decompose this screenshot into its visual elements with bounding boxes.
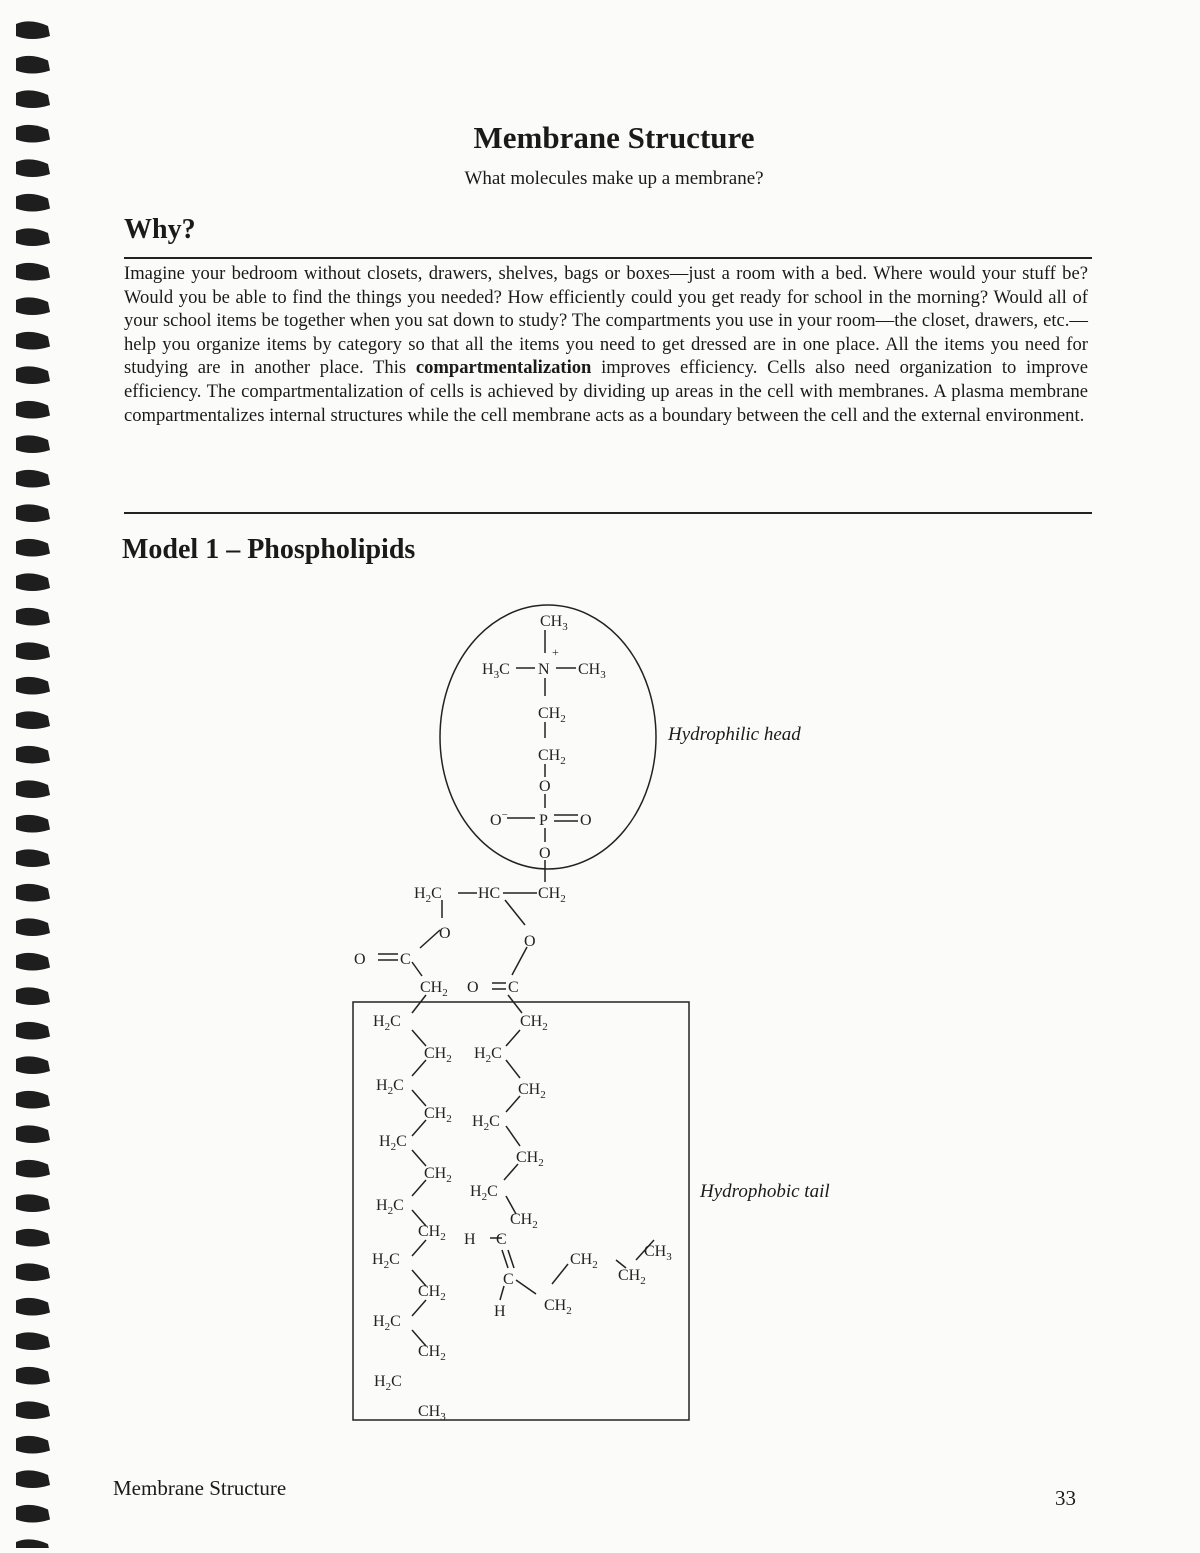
binding-coil bbox=[16, 1332, 50, 1350]
binding-coil bbox=[16, 194, 50, 212]
binding-coil bbox=[16, 573, 50, 591]
binding-coil bbox=[16, 1160, 50, 1178]
svg-text:H: H bbox=[464, 1231, 476, 1248]
svg-text:CH2: $CH_2$ bbox=[570, 1251, 598, 1271]
binding-coil bbox=[16, 56, 50, 74]
hydrophilic-head-ellipse bbox=[440, 605, 656, 869]
svg-text:CH2: $CH_2$ bbox=[538, 747, 566, 767]
svg-text:CH2: $CH_2$ bbox=[510, 1211, 538, 1231]
svg-text:HC: HC bbox=[478, 885, 501, 902]
svg-text:CH2: $CH_2$ bbox=[418, 1223, 446, 1243]
svg-text:H2C: $H_2C$ bbox=[376, 1077, 404, 1097]
svg-text:H2C: $H_2C$ bbox=[472, 1113, 500, 1133]
binding-coil bbox=[16, 228, 50, 246]
binding-coil bbox=[16, 1229, 50, 1247]
svg-text:H2C: $H_2C$ bbox=[374, 1373, 402, 1393]
binding-coil bbox=[16, 90, 50, 108]
svg-text:H2C: $H_2C$ bbox=[470, 1183, 498, 1203]
svg-text:CH2: $CH_2$ bbox=[420, 979, 448, 999]
binding-coil bbox=[16, 1298, 50, 1316]
svg-text:H2C: $H_2C$ bbox=[373, 1313, 401, 1333]
binding-coil bbox=[16, 642, 50, 660]
svg-text:O: O bbox=[580, 812, 592, 829]
svg-text:CH3: $CH_3$ bbox=[644, 1243, 672, 1263]
svg-text:O: O bbox=[439, 925, 451, 942]
svg-text:O: O bbox=[467, 979, 479, 996]
svg-text:C: C bbox=[496, 1231, 507, 1248]
svg-text:O: O bbox=[539, 778, 551, 795]
svg-text:CH3: $CH_3$ bbox=[418, 1403, 446, 1423]
binding-coil bbox=[16, 1056, 50, 1074]
svg-text:H2C: $H_2C$ bbox=[414, 885, 442, 905]
page-subtitle: What molecules make up a membrane? bbox=[464, 168, 764, 189]
binding-coil bbox=[16, 435, 50, 453]
hydrophilic-head-label: Hydrophilic head bbox=[668, 724, 801, 745]
binding-coil bbox=[16, 746, 50, 764]
svg-text:CH2: $CH_2$ bbox=[544, 1297, 572, 1317]
svg-text:CH2: $CH_2$ bbox=[538, 885, 566, 905]
binding-coil bbox=[16, 780, 50, 798]
divider-bottom bbox=[124, 512, 1092, 514]
binding-coil bbox=[16, 1401, 50, 1419]
binding-coil bbox=[16, 1470, 50, 1488]
svg-text:CH2: $CH_2$ bbox=[424, 1165, 452, 1185]
svg-text:H2C: $H_2C$ bbox=[379, 1133, 407, 1153]
why-text-end: improves efficiency. Cells also need organization to improve efficiency. The compartmentalization of cells is achieved by dividing up areas in the cell with membranes. A plasma membrane compartmentalizes internal structures while the cell membrane acts as a boundary between the cell and the external environment. bbox=[124, 357, 1089, 426]
svg-text:O: O bbox=[524, 933, 536, 950]
binding-coil bbox=[16, 1194, 50, 1212]
binding-coil bbox=[16, 504, 50, 522]
svg-text:CH2: $CH_2$ bbox=[424, 1045, 452, 1065]
footer-title: Membrane Structure bbox=[113, 1476, 287, 1500]
svg-text:CH2: $CH_2$ bbox=[518, 1081, 546, 1101]
svg-text:C: C bbox=[400, 951, 411, 968]
svg-text:O−: O− bbox=[490, 809, 508, 829]
svg-text:H2C: $H_2C$ bbox=[376, 1197, 404, 1217]
binding-coil bbox=[16, 953, 50, 971]
svg-text:CH2: $CH_2$ bbox=[424, 1105, 452, 1125]
binding-coil bbox=[16, 918, 50, 936]
binding-coil bbox=[16, 987, 50, 1005]
binding-coil bbox=[16, 1091, 50, 1109]
binding-coil bbox=[16, 332, 50, 350]
binding-coil bbox=[16, 711, 50, 729]
svg-text:CH2: $CH_2$ bbox=[618, 1267, 646, 1287]
binding-coil bbox=[16, 1367, 50, 1385]
binding-coil bbox=[16, 677, 50, 695]
divider-top bbox=[124, 257, 1092, 259]
svg-text:H2C: $H_2C$ bbox=[474, 1045, 502, 1065]
svg-text:N: N bbox=[538, 661, 550, 678]
binding-coil bbox=[16, 470, 50, 488]
binding-coil bbox=[16, 21, 50, 39]
binding-coil bbox=[16, 608, 50, 626]
why-bold-term: compartmentalization bbox=[415, 357, 592, 379]
svg-text:CH2: $CH_2$ bbox=[418, 1343, 446, 1363]
binding-coil bbox=[16, 366, 50, 384]
why-text-start: Imagine your bedroom without closets, drawers, shelves, bags or boxes—just a room with a bed. Where would your stuff be? Would you be able to find the things you needed? How efficiently could you get ready for school in the morning? Would all of your school items be together when you sat down to study? The compartments you use in your room—the closet, drawers, etc.—help you organize items by category so that all the items you need to get dressed are in one place. All the items you need for studying are in another place. This bbox=[124, 263, 1088, 379]
binding-coil bbox=[16, 1539, 50, 1548]
svg-text:O: O bbox=[354, 951, 366, 968]
page-number: 33 bbox=[1055, 1486, 1076, 1510]
svg-text:C: C bbox=[503, 1271, 514, 1288]
why-heading: Why? bbox=[124, 214, 196, 245]
binding-coil bbox=[16, 1436, 50, 1454]
binding-coil bbox=[16, 263, 50, 281]
page-title: Membrane Structure bbox=[473, 120, 755, 155]
svg-text:+: + bbox=[552, 645, 559, 659]
binding-coil bbox=[16, 401, 50, 419]
svg-text:CH2: $CH_2$ bbox=[516, 1149, 544, 1169]
svg-text:H3C: $H_3C$ bbox=[482, 661, 510, 681]
binding-coil bbox=[16, 815, 50, 833]
svg-text:CH2: $CH_2$ bbox=[520, 1013, 548, 1033]
binding-coil bbox=[16, 1263, 50, 1281]
svg-text:H2C: $H_2C$ bbox=[372, 1251, 400, 1271]
binding-coil bbox=[16, 539, 50, 557]
svg-text:CH2: $CH_2$ bbox=[418, 1283, 446, 1303]
why-paragraph bbox=[124, 262, 1088, 427]
binding-coil bbox=[16, 1022, 50, 1040]
spiral-binding bbox=[14, 18, 54, 1548]
svg-text:CH3: $CH_3$ bbox=[540, 613, 568, 633]
svg-text:CH2: $CH_2$ bbox=[538, 705, 566, 725]
binding-coil bbox=[16, 849, 50, 867]
model-heading: Model 1 – Phospholipids bbox=[122, 534, 416, 565]
binding-coil bbox=[16, 297, 50, 315]
binding-coil bbox=[16, 1505, 50, 1523]
binding-coils bbox=[14, 18, 54, 1548]
binding-coil bbox=[16, 884, 50, 902]
svg-text:CH3: $CH_3$ bbox=[578, 661, 606, 681]
hydrophobic-tail-label: Hydrophobic tail bbox=[700, 1181, 830, 1202]
svg-text:H2C: $H_2C$ bbox=[373, 1013, 401, 1033]
binding-coil bbox=[16, 1125, 50, 1143]
svg-text:O: O bbox=[539, 845, 551, 862]
svg-text:P: P bbox=[539, 812, 548, 829]
svg-text:H: H bbox=[494, 1303, 506, 1320]
svg-text:C: C bbox=[508, 979, 519, 996]
